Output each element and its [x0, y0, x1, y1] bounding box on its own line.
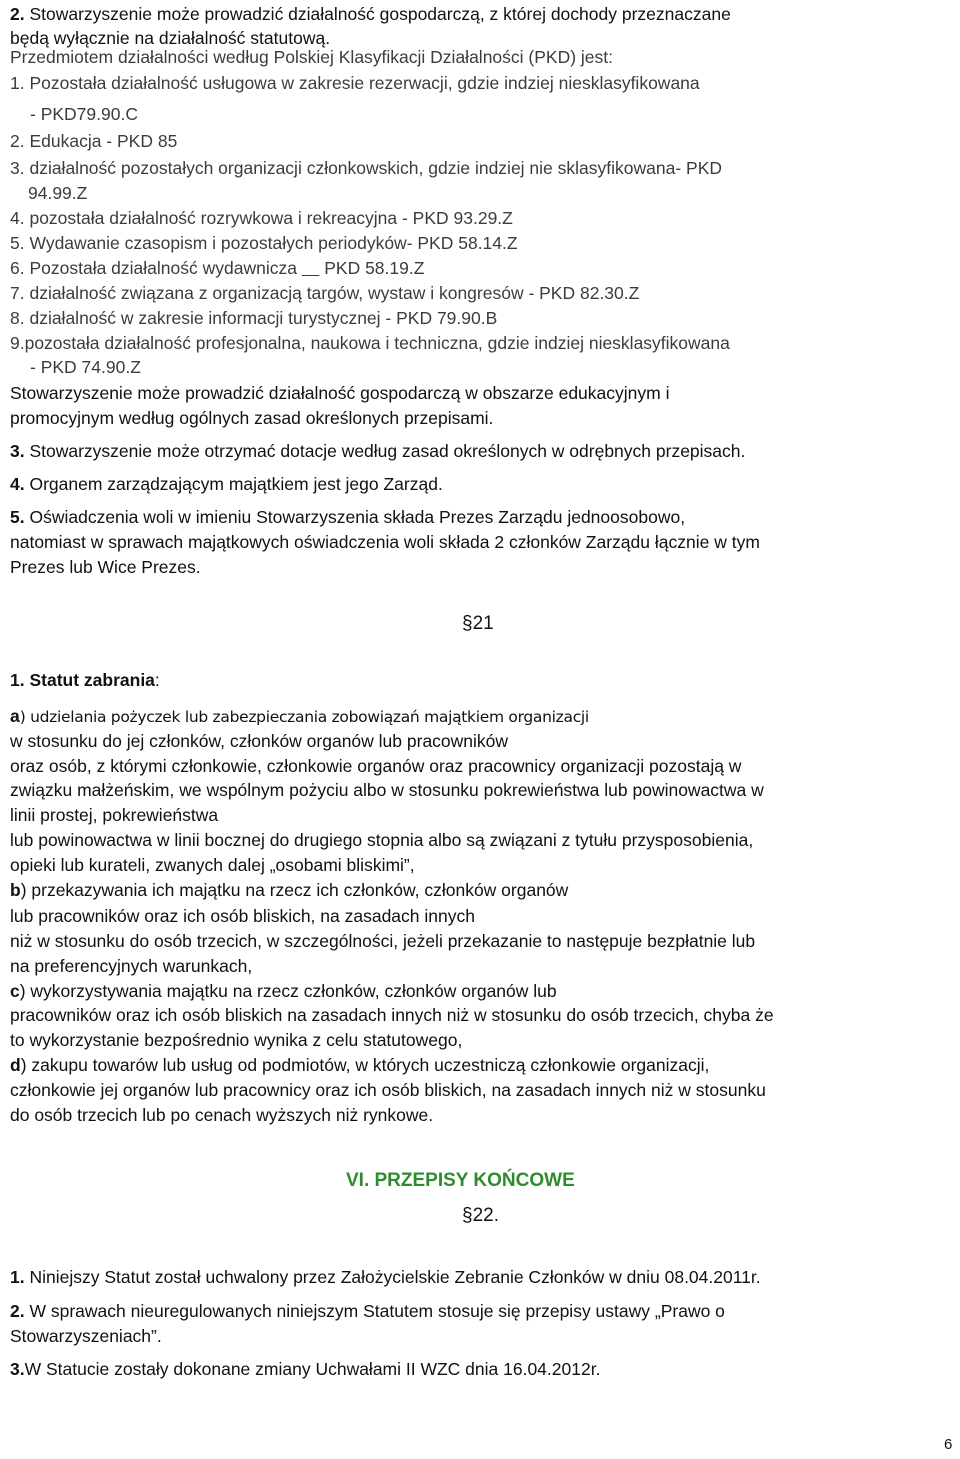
- pkd-item-6: 6. Pozostała działalność wydawnicza PKD 58.19.Z: [10, 258, 425, 278]
- paragraph-4: 4. Organem zarządzającym majątkiem jest jego Zarząd.: [10, 474, 443, 494]
- clause-a-line-1: a) udzielania pożyczek lub zabezpieczania zobowiązań majątkiem organizacji: [10, 706, 589, 726]
- pkd-item: 1. Pozostała działalność usługowa w zakresie rezerwacji, gdzie indziej niesklasyfikowana: [10, 73, 700, 93]
- final-paragraph-2-line-2: Stowarzyszeniach”.: [10, 1326, 162, 1346]
- clause-b-line-1: b) przekazywania ich majątku na rzecz ich członków, członków organów: [10, 880, 569, 900]
- pkd-item: 2. Edukacja - PKD 85: [10, 131, 178, 151]
- pkd-item: 9.pozostała działalność profesjonalna, naukowa i techniczna, gdzie indziej niesklasyfikowana: [10, 333, 730, 353]
- pkd-item: 94.99.Z: [28, 183, 88, 203]
- pkd-item: 3. działalność pozostałych organizacji członkowskich, gdzie indziej nie sklasyfikowana- PKD: [10, 158, 723, 178]
- final-paragraph-1: 1. Niniejszy Statut został uchwalony przez Założycielskie Zebranie Członków w dniu 08.04.2011r.: [10, 1267, 761, 1287]
- education-line-2: promocyjnym według ogólnych zasad określonych przepisami.: [10, 408, 494, 428]
- paragraph-5-line-1: 5. Oświadczenia woli w imieniu Stowarzyszenia składa Prezes Zarządu jednoosobowo,: [10, 507, 686, 527]
- paragraph-5-line-2: natomiast w sprawach majątkowych oświadczenia woli składa 2 członków Zarządu łącznie w tym: [10, 532, 760, 552]
- pkd-item: 7. działalność związana z organizacją targów, wystaw i kongresów - PKD 82.30.Z: [10, 283, 640, 303]
- clause-b-line: lub pracowników oraz ich osób bliskich, na zasadach innych: [10, 906, 475, 926]
- clause-c-line-1: c) wykorzystywania majątku na rzecz członków, członków organów lub: [10, 981, 557, 1001]
- clause-a-line: opieki lub kurateli, zwanych dalej „osobami bliskimi”,: [10, 855, 415, 875]
- clause-a-line: linii prostej, pokrewieństwa: [10, 805, 219, 825]
- section-sign-22: §22.: [462, 1205, 499, 1226]
- clause-b-line: niż w stosunku do osób trzecich, w szczególności, jeżeli przekazanie to następuje bezpłatnie lub: [10, 931, 756, 951]
- final-paragraph-2-line-1: 2. W sprawach nieuregulowanych niniejszym Statutem stosuje się przepisy ustawy „Prawo o: [10, 1301, 725, 1321]
- clause-c-line: pracowników oraz ich osób bliskich na zasadach innych niż w stosunku do osób trzecich, chyba że: [10, 1005, 774, 1025]
- clause-a-line: oraz osób, z którymi członkowie, członkowie organów oraz pracownicy organizacji pozostają w: [10, 756, 742, 776]
- final-paragraph-3: 3.W Statucie zostały dokonane zmiany Uchwałami II WZC dnia 16.04.2012r.: [10, 1359, 601, 1379]
- pkd-item: - PKD 74.90.Z: [30, 357, 141, 377]
- section-vi-heading: VI. PRZEPISY KOŃCOWE: [346, 1170, 575, 1191]
- paragraph-2-line-2: będą wyłącznie na działalność statutową.: [10, 28, 331, 48]
- section-sign-21: §21: [462, 613, 494, 634]
- pkd-item: 5. Wydawanie czasopism i pozostałych periodyków- PKD 58.14.Z: [10, 233, 518, 253]
- paragraph-3: 3. Stowarzyszenie może otrzymać dotacje według zasad określonych w odrębnych przepisach.: [10, 441, 746, 461]
- clause-d-line: do osób trzecich lub po cenach wyższych niż rynkowe.: [10, 1105, 434, 1125]
- pkd-intro: Przedmiotem działalności według Polskiej Klasyfikacji Działalności (PKD) jest:: [10, 47, 613, 67]
- page-number: 6: [944, 1436, 953, 1453]
- clause-d-line: członkowie jej organów lub pracownicy oraz ich osób bliskich, na zasadach innych niż w stosunku: [10, 1080, 766, 1100]
- pkd-item: 4. pozostała działalność rozrywkowa i rekreacyjna - PKD 93.29.Z: [10, 208, 513, 228]
- statute-prohibits: 1. Statut zabrania:: [10, 670, 160, 690]
- paragraph-5-line-3: Prezes lub Wice Prezes.: [10, 557, 201, 577]
- clause-a-line: związku małżeńskim, we wspólnym pożyciu albo w stosunku pokrewieństwa lub powinowactwa w: [10, 780, 764, 800]
- clause-a-line: lub powinowactwa w linii bocznej do drugiego stopnia albo są związani z tytułu przysposobienia,: [10, 830, 754, 850]
- paragraph-2-line-1: 2. Stowarzyszenie może prowadzić działalność gospodarczą, z której dochody przeznaczane: [10, 4, 731, 24]
- education-line-1: Stowarzyszenie może prowadzić działalność gospodarczą w obszarze edukacyjnym i: [10, 383, 670, 403]
- clause-b-line: na preferencyjnych warunkach,: [10, 956, 253, 976]
- pkd-item: 8. działalność w zakresie informacji turystycznej - PKD 79.90.B: [10, 308, 498, 328]
- pkd-item: - PKD79.90.C: [30, 104, 138, 124]
- clause-a-line: w stosunku do jej członków, członków organów lub pracowników: [10, 731, 509, 751]
- clause-d-line-1: d) zakupu towarów lub usług od podmiotów, w których uczestniczą członkowie organizacji,: [10, 1055, 710, 1075]
- clause-c-line: to wykorzystanie bezpośrednio wynika z celu statutowego,: [10, 1030, 463, 1050]
